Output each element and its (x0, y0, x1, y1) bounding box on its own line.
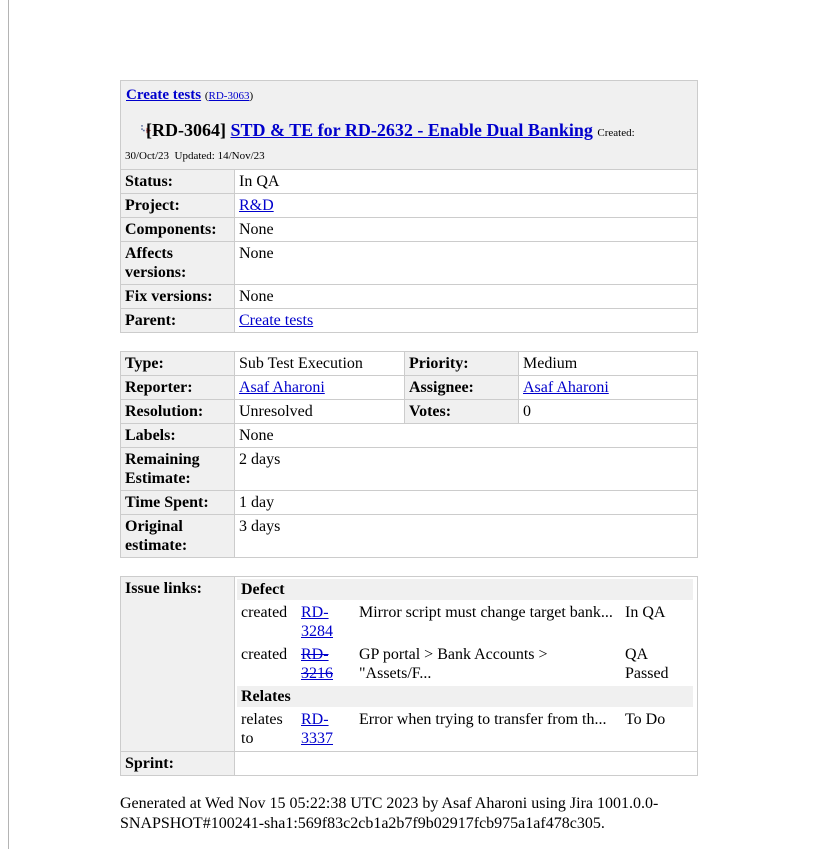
table-row (121, 309, 698, 333)
field-value-priority: Medium (519, 352, 698, 376)
field-value-type: Sub Test Execution (235, 352, 405, 376)
parent-issue-key: (RD-3063) (204, 90, 254, 102)
table-row (121, 218, 698, 242)
table-row (121, 376, 698, 400)
generated-footer-text: Generated at Wed Nov 15 05:22:38 UTC 2023 by Asaf Aharoni using Jira 1001.0.0-SNAPSHOT#100241-sha1:569f83c2cb1a2b7f9b02917fcb975a1af478c305. (120, 795, 659, 832)
field-value-affects-versions: None (235, 242, 698, 285)
table-row (121, 194, 698, 218)
field-value-resolution: Unresolved (235, 400, 405, 424)
field-value-sprint (235, 752, 698, 776)
field-label-priority: Priority: (405, 352, 519, 376)
table-row (121, 285, 698, 309)
field-label-fix-versions: Fix versions: (121, 285, 235, 309)
issue-link-row (237, 709, 693, 749)
link-summary: Error when trying to transfer from th... (359, 711, 607, 728)
table-row (121, 352, 698, 376)
field-label-time-spent: Time Spent: (121, 491, 235, 515)
field-value-time-spent: 1 day (235, 491, 698, 515)
issue-summary-link[interactable]: STD & TE for RD-2632 - Enable Dual Banking (230, 120, 593, 140)
issue-link-row (237, 602, 693, 642)
table-row (121, 577, 698, 752)
project-link[interactable]: R&D (239, 197, 274, 214)
link-key (297, 602, 349, 642)
field-label-status: Status: (121, 170, 235, 194)
field-value-votes: 0 (519, 400, 698, 424)
assignee-link[interactable]: Asaf Aharoni (523, 379, 609, 396)
issue-links-inner-table (235, 577, 695, 751)
parent-issue-key-link[interactable]: RD-3063 (208, 90, 250, 102)
issue-link-key-link[interactable]: RD-3216 (301, 646, 333, 682)
field-label-project: Project: (121, 194, 235, 218)
link-group-type: Relates (237, 686, 693, 707)
link-relation: relates to (241, 711, 283, 747)
link-group-type: Defect (237, 579, 693, 600)
link-group-header-row (237, 686, 693, 707)
field-label-type: Type: (121, 352, 235, 376)
link-relation: created (241, 604, 288, 621)
parent-field-link[interactable]: Create tests (239, 312, 314, 329)
table-row (121, 424, 698, 448)
field-label-parent: Parent: (121, 309, 235, 333)
field-label-issue-links: Issue links: (121, 577, 235, 752)
field-label-assignee: Assignee: (405, 376, 519, 400)
field-label-resolution: Resolution: (121, 400, 235, 424)
field-value-original-estimate: 3 days (235, 515, 698, 558)
link-relation: created (241, 646, 288, 663)
link-summary: GP portal > Bank Accounts > "Assets/F... (359, 646, 548, 682)
issue-link-key-link[interactable]: RD-3337 (301, 711, 333, 747)
issue-title-line (125, 119, 692, 165)
field-value-assignee (519, 376, 698, 400)
field-label-remaining-estimate: Remaining Estimate: (121, 448, 235, 491)
issue-header (120, 80, 698, 170)
attributes-table (120, 351, 698, 558)
field-value-components: None (235, 218, 698, 242)
table-row (121, 491, 698, 515)
created-label: Created: (597, 127, 635, 139)
issue-key: [RD-3064] (146, 120, 226, 140)
link-summary: Mirror script must change target bank... (359, 604, 613, 621)
link-group-header-row (237, 579, 693, 600)
link-key (297, 644, 349, 684)
field-label-affects-versions: Affects versions: (121, 242, 235, 285)
field-value-status: In QA (235, 170, 698, 194)
field-label-sprint: Sprint: (121, 752, 235, 776)
parent-issue-line (126, 86, 692, 106)
table-row (121, 752, 698, 776)
issue-link-key-link[interactable]: RD-3284 (301, 604, 333, 640)
field-value-reporter (235, 376, 405, 400)
subtask-arrow-icon (132, 119, 145, 131)
field-value-parent (235, 309, 698, 333)
details-table (120, 169, 698, 333)
issue-links-content (235, 577, 698, 752)
field-label-labels: Labels: (121, 424, 235, 448)
window-frame-edge (8, 0, 9, 849)
field-label-components: Components: (121, 218, 235, 242)
field-value-fix-versions: None (235, 285, 698, 309)
link-status: QA Passed (625, 646, 669, 682)
reporter-link[interactable]: Asaf Aharoni (239, 379, 325, 396)
table-row (121, 400, 698, 424)
table-row (121, 448, 698, 491)
jira-issue-printable-view (120, 80, 698, 834)
field-label-votes: Votes: (405, 400, 519, 424)
link-key (297, 709, 349, 749)
field-value-project (235, 194, 698, 218)
parent-issue-link[interactable]: Create tests (126, 87, 202, 103)
field-label-original-estimate: Original estimate: (121, 515, 235, 558)
link-status: In QA (625, 604, 666, 621)
field-value-labels: None (235, 424, 698, 448)
created-updated-dates: 30/Oct/23 Updated: 14/Nov/23 (125, 150, 265, 162)
table-row (121, 515, 698, 558)
link-status: To Do (625, 711, 666, 728)
issue-link-row (237, 644, 693, 684)
table-row (121, 170, 698, 194)
field-value-remaining-estimate: 2 days (235, 448, 698, 491)
field-label-reporter: Reporter: (121, 376, 235, 400)
table-row (121, 242, 698, 285)
issue-links-table (120, 576, 698, 776)
